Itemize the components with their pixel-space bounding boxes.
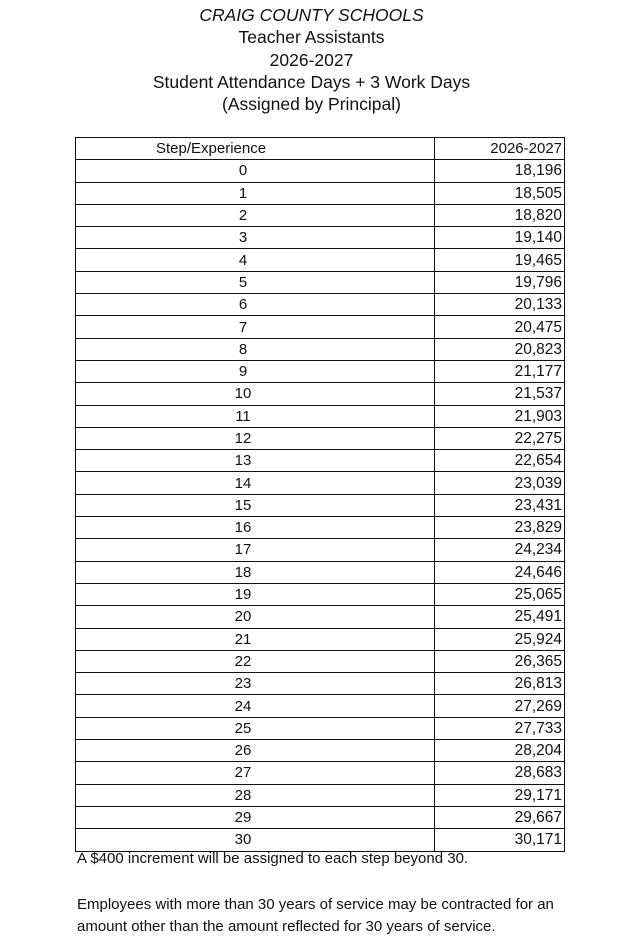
step-value: 7 (238, 318, 248, 336)
salary-amount: 25,924 (435, 628, 565, 650)
step-cell (76, 561, 435, 583)
table-row (76, 606, 565, 628)
table-body (76, 160, 565, 851)
salary-amount: 29,171 (435, 784, 565, 806)
salary-amount: 21,903 (435, 405, 565, 427)
step-value: 0 (238, 162, 248, 180)
step-value: 10 (234, 385, 252, 403)
table-row (76, 740, 565, 762)
step-cell (76, 494, 435, 516)
table-row (76, 204, 565, 226)
salary-amount: 22,275 (435, 427, 565, 449)
column-header-year: 2026-2027 (435, 138, 565, 160)
salary-amount: 20,475 (435, 316, 565, 338)
table-row (76, 427, 565, 449)
salary-amount: 19,140 (435, 227, 565, 249)
step-cell (76, 673, 435, 695)
step-value: 17 (234, 541, 252, 559)
salary-amount: 27,269 (435, 695, 565, 717)
step-value: 2 (238, 207, 248, 225)
step-cell (76, 160, 435, 182)
salary-amount: 20,823 (435, 338, 565, 360)
step-value: 24 (234, 697, 252, 715)
salary-amount: 21,537 (435, 383, 565, 405)
work-days: Student Attendance Days + 3 Work Days (152, 71, 471, 92)
step-value: 21 (234, 630, 252, 648)
school-year: 2026-2027 (269, 49, 354, 70)
step-value: 4 (238, 251, 248, 269)
salary-amount: 24,646 (435, 561, 565, 583)
step-cell (76, 472, 435, 494)
increment-note: A $400 increment will be assigned to each step beyond 30. (77, 850, 469, 867)
step-value: 30 (234, 831, 252, 849)
salary-schedule-table (75, 137, 565, 852)
step-cell (76, 762, 435, 784)
salary-amount: 19,465 (435, 249, 565, 271)
document-header (0, 4, 623, 115)
salary-amount: 26,813 (435, 673, 565, 695)
step-cell (76, 405, 435, 427)
salary-amount: 20,133 (435, 294, 565, 316)
step-value: 3 (238, 229, 248, 247)
step-value: 29 (234, 809, 252, 827)
salary-amount: 22,654 (435, 450, 565, 472)
salary-amount: 18,196 (435, 160, 565, 182)
step-cell (76, 182, 435, 204)
salary-amount: 28,204 (435, 740, 565, 762)
district-name: CRAIG COUNTY SCHOOLS (199, 5, 424, 25)
salary-amount: 18,505 (435, 182, 565, 204)
table-row (76, 561, 565, 583)
table-row (76, 494, 565, 516)
step-value: 18 (234, 563, 252, 581)
table-row (76, 338, 565, 360)
step-value: 14 (234, 474, 252, 492)
step-value: 11 (235, 407, 251, 425)
salary-amount: 29,667 (435, 806, 565, 828)
table-row (76, 182, 565, 204)
salary-amount: 24,234 (435, 539, 565, 561)
step-value: 15 (234, 496, 252, 514)
salary-amount: 28,683 (435, 762, 565, 784)
salary-amount: 18,820 (435, 204, 565, 226)
table-row (76, 762, 565, 784)
step-value: 27 (234, 764, 252, 782)
step-value: 13 (234, 452, 252, 470)
step-cell (76, 740, 435, 762)
step-value: 9 (238, 363, 248, 381)
step-value: 12 (234, 430, 252, 447)
table-row (76, 673, 565, 695)
table-row (76, 405, 565, 427)
step-value: 25 (234, 719, 252, 737)
position-title: Teacher Assistants (238, 27, 385, 48)
table-row (76, 695, 565, 717)
step-cell (76, 829, 435, 851)
step-cell (76, 806, 435, 828)
step-value: 6 (238, 296, 248, 314)
table-row (76, 472, 565, 494)
step-value: 16 (234, 519, 252, 537)
table-row (76, 450, 565, 472)
step-cell (76, 316, 435, 338)
step-cell (76, 383, 435, 405)
service-note: Employees with more than 30 years of service may be contracted for an amount other than the amount reflected for 30 years of service. (77, 896, 554, 935)
step-value: 1 (238, 184, 248, 202)
table-row (76, 271, 565, 293)
step-value: 28 (234, 786, 252, 804)
step-cell (76, 784, 435, 806)
salary-amount: 21,177 (435, 360, 565, 382)
table-row (76, 249, 565, 271)
step-cell (76, 427, 435, 449)
salary-amount: 23,829 (435, 517, 565, 539)
assignment-note: (Assigned by Principal) (222, 94, 401, 115)
table-row (76, 517, 565, 539)
step-cell (76, 271, 435, 293)
table-row (76, 539, 565, 561)
table-row (76, 784, 565, 806)
step-value: 8 (238, 340, 248, 358)
step-cell (76, 583, 435, 605)
step-cell (76, 360, 435, 382)
table-row (76, 227, 565, 249)
table-row (76, 650, 565, 672)
table-row (76, 806, 565, 828)
step-cell (76, 606, 435, 628)
step-cell (76, 227, 435, 249)
table-row (76, 628, 565, 650)
table-row (76, 294, 565, 316)
salary-amount: 23,039 (435, 472, 565, 494)
step-cell (76, 628, 435, 650)
table-row (76, 160, 565, 182)
step-value: 23 (234, 675, 252, 693)
step-cell (76, 717, 435, 739)
salary-amount: 30,171 (435, 829, 565, 851)
table-row (76, 383, 565, 405)
step-cell (76, 517, 435, 539)
step-cell (76, 450, 435, 472)
table-row (76, 717, 565, 739)
step-cell (76, 294, 435, 316)
salary-amount: 23,431 (435, 494, 565, 516)
step-cell (76, 539, 435, 561)
column-header-step: Step/Experience (76, 138, 435, 160)
step-cell (76, 695, 435, 717)
salary-amount: 25,491 (435, 606, 565, 628)
step-cell (76, 249, 435, 271)
table-row (76, 316, 565, 338)
salary-amount: 27,733 (435, 717, 565, 739)
step-cell (76, 650, 435, 672)
table-row (76, 829, 565, 851)
table-header-row (76, 138, 565, 160)
step-value: 19 (234, 586, 252, 604)
step-cell (76, 338, 435, 360)
step-value: 26 (234, 742, 252, 760)
salary-amount: 26,365 (435, 650, 565, 672)
step-value: 22 (234, 652, 252, 670)
salary-amount: 25,065 (435, 583, 565, 605)
table-row (76, 360, 565, 382)
step-cell (76, 204, 435, 226)
step-value: 20 (234, 608, 252, 626)
table-row (76, 583, 565, 605)
salary-amount: 19,796 (435, 271, 565, 293)
step-value: 5 (238, 273, 248, 291)
